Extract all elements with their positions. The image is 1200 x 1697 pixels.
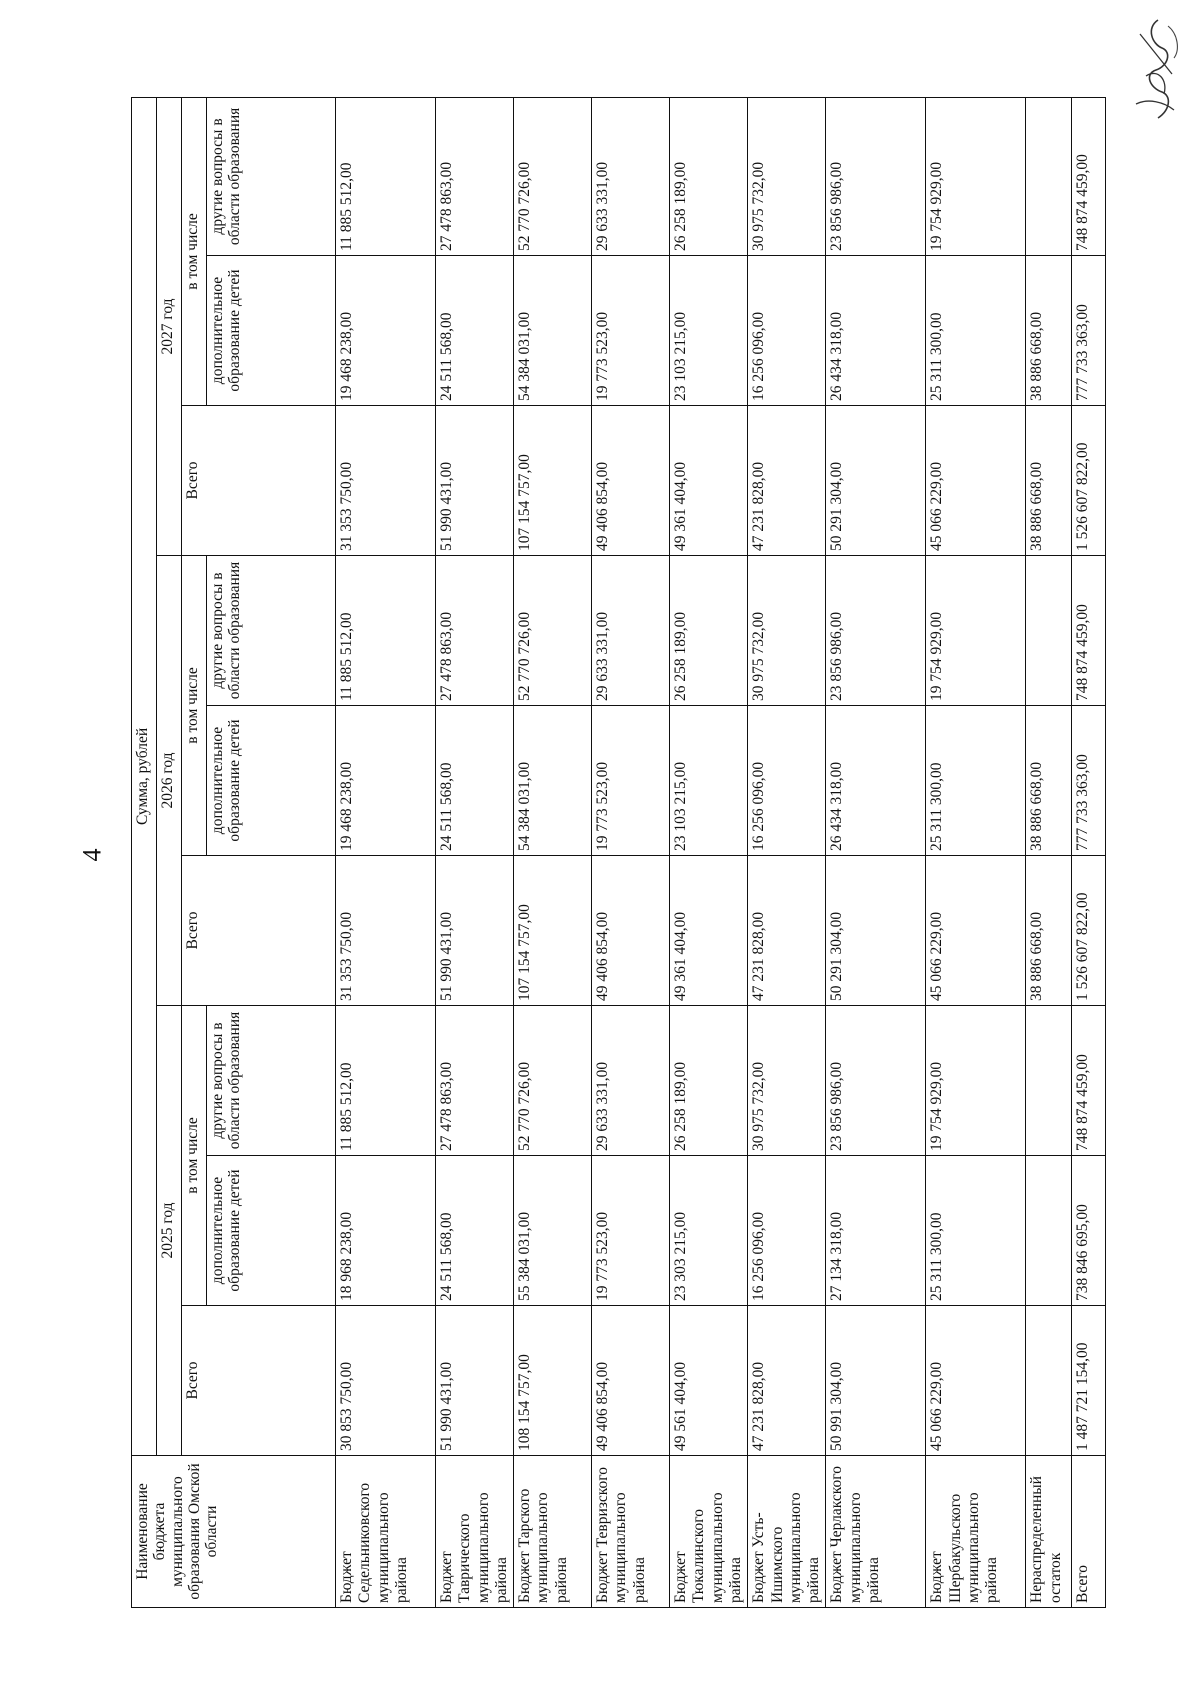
- table-cell: 49 406 854,00: [592, 406, 670, 556]
- table-row: [1026, 97, 1072, 1607]
- row-name: Бюджет Черлакского муниципального района: [826, 1456, 926, 1608]
- table-row: [670, 97, 748, 1607]
- table-cell: 26 434 318,00: [826, 256, 926, 406]
- header-total-2025: Всего: [182, 1306, 336, 1456]
- table-cell: 51 990 431,00: [436, 856, 514, 1006]
- table-cell: 27 478 863,00: [436, 1006, 514, 1156]
- table-cell: 29 633 331,00: [592, 1006, 670, 1156]
- table-cell: 38 886 668,00: [1026, 256, 1072, 406]
- table-cell: 49 361 404,00: [670, 856, 748, 1006]
- table-cell: 16 256 096,00: [748, 1156, 826, 1306]
- table-cell: 26 434 318,00: [826, 706, 926, 856]
- header-additional-2027: дополнительное образование детей: [207, 256, 336, 406]
- table-cell: 24 511 568,00: [436, 706, 514, 856]
- signature-image: [1128, 14, 1188, 124]
- table-cell: 24 511 568,00: [436, 256, 514, 406]
- budget-table: [131, 97, 1106, 1608]
- table-cell: [1026, 1306, 1072, 1456]
- table-cell: 108 154 757,00: [514, 1306, 592, 1456]
- table-cell: 16 256 096,00: [748, 706, 826, 856]
- table-cell: 45 066 229,00: [926, 1306, 1026, 1456]
- table-cell: 19 773 523,00: [592, 706, 670, 856]
- table-cell: [1026, 97, 1072, 255]
- table-cell: 748 874 459,00: [1072, 1006, 1106, 1156]
- table-cell: 23 103 215,00: [670, 706, 748, 856]
- table-cell: 26 258 189,00: [670, 1006, 748, 1156]
- table-cell: 27 478 863,00: [436, 97, 514, 255]
- table-cell: 26 258 189,00: [670, 97, 748, 255]
- row-name: Бюджет Тарского муниципального района: [514, 1456, 592, 1608]
- table-cell: 47 231 828,00: [748, 856, 826, 1006]
- header-sum: Сумма, рублей: [132, 97, 157, 1455]
- table-cell: 19 468 238,00: [336, 256, 436, 406]
- table-row: [436, 97, 514, 1607]
- table-cell: 47 231 828,00: [748, 1306, 826, 1456]
- table-cell: 25 311 300,00: [926, 706, 1026, 856]
- table-cell: 11 885 512,00: [336, 97, 436, 255]
- table-cell: 26 258 189,00: [670, 556, 748, 706]
- table-cell: 19 754 929,00: [926, 97, 1026, 255]
- table-cell: 23 856 986,00: [826, 97, 926, 255]
- table-cell: 18 968 238,00: [336, 1156, 436, 1306]
- table-cell: 19 754 929,00: [926, 1006, 1026, 1156]
- header-year-2027: 2027 год: [157, 97, 182, 555]
- table-row: [926, 97, 1026, 1607]
- table-row: [748, 97, 826, 1607]
- table-cell: 49 561 404,00: [670, 1306, 748, 1456]
- table-cell: 29 633 331,00: [592, 556, 670, 706]
- table-cell: 16 256 096,00: [748, 256, 826, 406]
- row-name: Всего: [1072, 1456, 1106, 1608]
- table-cell: 107 154 757,00: [514, 406, 592, 556]
- header-total-2026: Всего: [182, 856, 336, 1006]
- header-total-2027: Всего: [182, 406, 336, 556]
- table-cell: [1026, 1156, 1072, 1306]
- table-cell: 19 773 523,00: [592, 1156, 670, 1306]
- table-cell: 24 511 568,00: [436, 1156, 514, 1306]
- table-cell: 30 975 732,00: [748, 97, 826, 255]
- table-cell: 30 975 732,00: [748, 556, 826, 706]
- table-cell: 25 311 300,00: [926, 1156, 1026, 1306]
- table-cell: 50 991 304,00: [826, 1306, 926, 1456]
- header-year-2026: 2026 год: [157, 556, 182, 1006]
- table-cell: 55 384 031,00: [514, 1156, 592, 1306]
- page-number: 4: [77, 848, 107, 862]
- table-cell: 30 853 750,00: [336, 1306, 436, 1456]
- table-cell: 38 886 668,00: [1026, 706, 1072, 856]
- table-cell: 23 856 986,00: [826, 556, 926, 706]
- table-cell: 29 633 331,00: [592, 97, 670, 255]
- table-cell: 107 154 757,00: [514, 856, 592, 1006]
- row-name: Бюджет Шербакульского муниципального района: [926, 1456, 1026, 1608]
- header-including-2026: в том числе: [182, 556, 207, 856]
- table-cell: 38 886 668,00: [1026, 856, 1072, 1006]
- table-cell: 27 134 318,00: [826, 1156, 926, 1306]
- table-cell: 31 353 750,00: [336, 856, 436, 1006]
- table-cell: 25 311 300,00: [926, 256, 1026, 406]
- table-row: [826, 97, 926, 1607]
- table-cell: 23 303 215,00: [670, 1156, 748, 1306]
- header-name: Наименование бюджета муниципального образования Омской области: [132, 1456, 336, 1608]
- table-cell: 30 975 732,00: [748, 1006, 826, 1156]
- table-cell: 52 770 726,00: [514, 1006, 592, 1156]
- table-cell: 51 990 431,00: [436, 406, 514, 556]
- table-cell: 54 384 031,00: [514, 256, 592, 406]
- table-cell: 47 231 828,00: [748, 406, 826, 556]
- table-cell: 11 885 512,00: [336, 556, 436, 706]
- table-cell: 49 406 854,00: [592, 1306, 670, 1456]
- table-cell: 38 886 668,00: [1026, 406, 1072, 556]
- table-cell: 54 384 031,00: [514, 706, 592, 856]
- table-cell: 738 846 695,00: [1072, 1156, 1106, 1306]
- table-cell: 27 478 863,00: [436, 556, 514, 706]
- table-cell: 1 526 607 822,00: [1072, 856, 1106, 1006]
- table-cell: 19 468 238,00: [336, 706, 436, 856]
- table-cell: 748 874 459,00: [1072, 556, 1106, 706]
- table-row: [336, 97, 436, 1607]
- table-cell: 52 770 726,00: [514, 556, 592, 706]
- header-additional-2026: дополнительное образование детей: [207, 706, 336, 856]
- table-cell: 748 874 459,00: [1072, 97, 1106, 255]
- table-cell: [1026, 1006, 1072, 1156]
- row-name: Нераспределенный остаток: [1026, 1456, 1072, 1608]
- table-cell: 31 353 750,00: [336, 406, 436, 556]
- table-cell: 23 103 215,00: [670, 256, 748, 406]
- header-year-2025: 2025 год: [157, 1006, 182, 1456]
- table-cell: 19 773 523,00: [592, 256, 670, 406]
- rotated-table-container: [131, 98, 1092, 1608]
- table-row: [592, 97, 670, 1607]
- header-including-2027: в том числе: [182, 97, 207, 405]
- table-cell: 1 487 721 154,00: [1072, 1306, 1106, 1456]
- table-cell: 51 990 431,00: [436, 1306, 514, 1456]
- table-cell: 23 856 986,00: [826, 1006, 926, 1156]
- header-other-2027: другие вопросы в области образования: [207, 97, 336, 255]
- table-cell: 11 885 512,00: [336, 1006, 436, 1156]
- table-cell: 45 066 229,00: [926, 856, 1026, 1006]
- table-cell: 49 406 854,00: [592, 856, 670, 1006]
- row-name: Бюджет Седельниковского муниципального района: [336, 1456, 436, 1608]
- header-including-2025: в том числе: [182, 1006, 207, 1306]
- table-cell: 777 733 363,00: [1072, 256, 1106, 406]
- header-additional-2025: дополнительное образование детей: [207, 1156, 336, 1306]
- table-cell: [1026, 556, 1072, 706]
- table-row: [514, 97, 592, 1607]
- table-cell: 45 066 229,00: [926, 406, 1026, 556]
- table-cell: 50 291 304,00: [826, 406, 926, 556]
- row-name: Бюджет Таврического муниципального района: [436, 1456, 514, 1608]
- table-cell: 19 754 929,00: [926, 556, 1026, 706]
- table-cell: 1 526 607 822,00: [1072, 406, 1106, 556]
- table-cell: 50 291 304,00: [826, 856, 926, 1006]
- table-row: [1072, 97, 1106, 1607]
- header-other-2026: другие вопросы в области образования: [207, 556, 336, 706]
- row-name: Бюджет Тюкалинского муниципального района: [670, 1456, 748, 1608]
- row-name: Бюджет Тевризского муниципального района: [592, 1456, 670, 1608]
- header-other-2025: другие вопросы в области образования: [207, 1006, 336, 1156]
- table-cell: 777 733 363,00: [1072, 706, 1106, 856]
- table-cell: 49 361 404,00: [670, 406, 748, 556]
- table-cell: 52 770 726,00: [514, 97, 592, 255]
- row-name: Бюджет Усть-Ишимского муниципального района: [748, 1456, 826, 1608]
